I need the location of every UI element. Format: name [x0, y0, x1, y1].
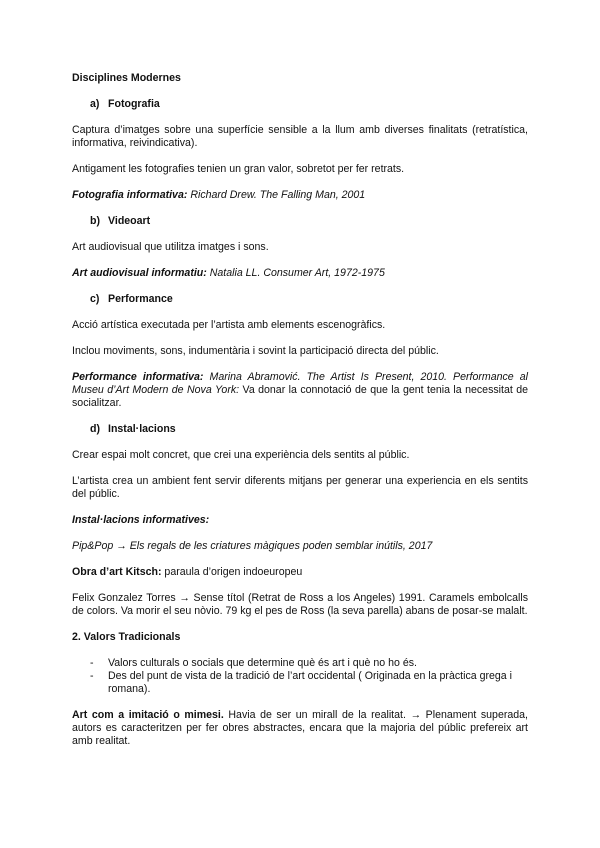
- subheading-letter: b): [90, 215, 100, 227]
- list-item-text: Des del punt de vista de la tradició de l’art occidental ( Originada en la pràctica grega i romana).: [108, 670, 512, 695]
- list-item: [90, 670, 528, 696]
- section-heading-disciplines: Disciplines Modernes: [72, 72, 181, 84]
- subheading-title: Performance: [108, 293, 173, 305]
- example-text: Richard Drew. The Falling Man, 2001: [187, 189, 366, 201]
- tradicionals-list: [72, 657, 528, 696]
- installacions-example-label: Instal·lacions informatives:: [72, 514, 210, 526]
- subheading-fotografia: [72, 98, 528, 111]
- subheading-letter: c): [90, 293, 100, 305]
- list-item: [90, 657, 528, 670]
- kitsch-paragraph: [72, 566, 528, 579]
- fotografia-example: [72, 189, 528, 202]
- videoart-paragraph-1: Art audiovisual que utilitza imatges i sons.: [72, 241, 269, 253]
- list-item-text: Valors culturals o socials que determine què és art i què no ho és.: [108, 657, 417, 669]
- example-italic-text: Marina Abramović. The Artist Is Present, 2010. Performance al Museu d’Art Modern de Nova York:: [72, 371, 528, 396]
- subheading-installacions: [72, 423, 528, 436]
- installacions-example-text: Pip&Pop → Els regals de les criatures màgiques poden semblar inútils, 2017: [72, 540, 433, 552]
- kitsch-text: paraula d’origen indoeuropeu: [161, 566, 303, 578]
- example-label: Fotografia informativa:: [72, 189, 188, 201]
- dash-bullet: -: [90, 670, 94, 682]
- subheading-letter: a): [90, 98, 100, 110]
- fotografia-paragraph-2: Antigament les fotografies tenien un gran valor, sobretot per fer retrats.: [72, 163, 405, 175]
- performance-paragraph-2: Inclou moviments, sons, indumentària i sovint la participació directa del públic.: [72, 345, 439, 357]
- kitsch-label: Obra d’art Kitsch:: [72, 566, 162, 578]
- subheading-title: Videoart: [108, 215, 151, 227]
- fotografia-paragraph-1: Captura d’imatges sobre una superfície sensible a la llum amb diverses finalitats (retratística, informativa, reivindicativa).: [72, 124, 528, 149]
- performance-paragraph-1: Acció artística executada per l’artista amb elements escenogràfics.: [72, 319, 386, 331]
- felix-paragraph: Felix Gonzalez Torres → Sense títol (Retrat de Ross a los Angeles) 1991. Caramels embolcalls de colors. Va morir el seu nòvio. 79 kg el pes de Ross (la seva parella) abans de posar-se malalt.: [72, 592, 528, 617]
- example-text: Natalia LL. Consumer Art, 1972-1975: [206, 267, 385, 279]
- dash-bullet: -: [90, 657, 94, 669]
- mimesi-label: Art com a imitació o mimesi.: [72, 709, 224, 721]
- subheading-videoart: [72, 215, 528, 228]
- example-label: Performance informativa:: [72, 371, 204, 383]
- performance-example: [72, 371, 528, 410]
- example-text: Va donar la connotació de que la gent tenia la necessitat de socialitzar.: [72, 384, 529, 409]
- example-label: Art audiovisual informatiu:: [72, 267, 207, 279]
- subheading-letter: d): [90, 423, 100, 435]
- installacions-paragraph-1: Crear espai molt concret, que crei una experiència dels sentits al públic.: [72, 449, 410, 461]
- section-heading-tradicionals: 2. Valors Tradicionals: [72, 631, 181, 643]
- subheading-performance: [72, 293, 528, 306]
- mimesi-paragraph: [72, 709, 528, 748]
- subheading-title: Fotografia: [108, 98, 160, 110]
- subheading-title: Instal·lacions: [108, 423, 176, 435]
- videoart-example: [72, 267, 528, 280]
- mimesi-text: Havia de ser un mirall de la realitat. → Plenament superada, autors es caracteritzen per fer obres abstractes, encara que la majoria del públic prefereix art amb realitat.: [72, 709, 528, 747]
- installacions-paragraph-2: L’artista crea un ambient fent servir diferents mitjans per generar una experiencia en els sentits del públic.: [72, 475, 528, 500]
